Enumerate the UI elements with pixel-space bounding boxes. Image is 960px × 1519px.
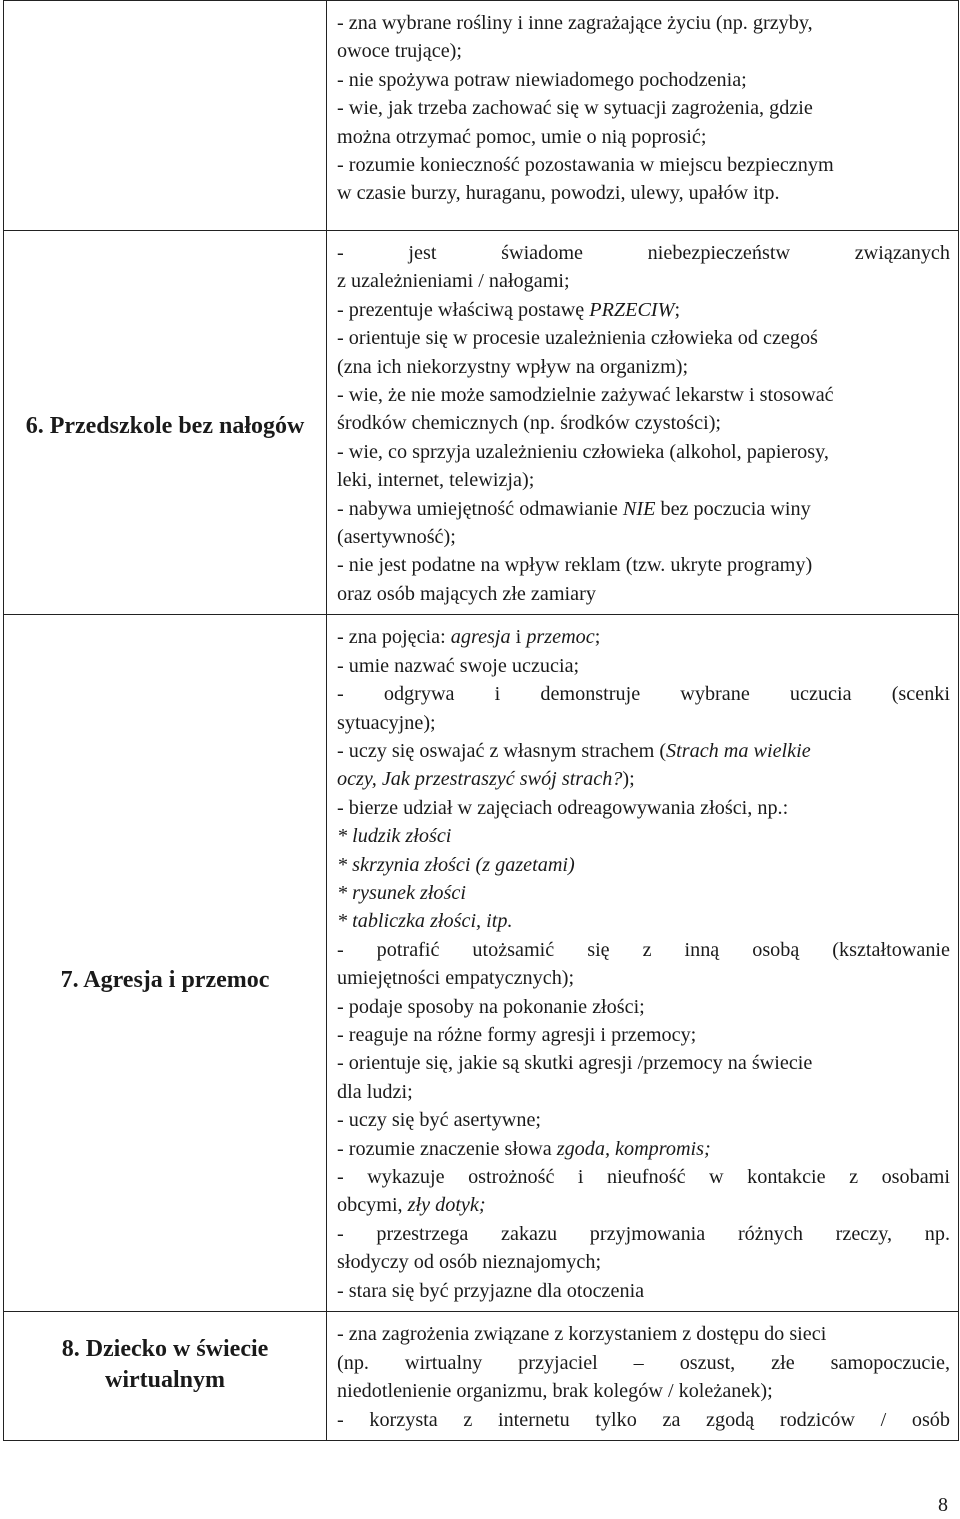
content-line: - prezentuje właściwą postawę PRZECIW; bbox=[337, 298, 681, 321]
topic-title: 8. Dziecko w świecie wirtualnym bbox=[61, 1336, 269, 1394]
content-line: leki, internet, telewizja); bbox=[337, 469, 535, 492]
content-line: - uczy się być asertywne; bbox=[337, 1109, 542, 1132]
content-line: - wie, że nie może samodzielnie zażywać lekarstw i stosować bbox=[337, 384, 834, 407]
content-line: owoce trujące); bbox=[337, 40, 462, 63]
content-line: - bierze udział w zajęciach odreagowywania złości, np.: bbox=[337, 796, 789, 819]
topic-cell bbox=[4, 615, 327, 1312]
curriculum-table bbox=[3, 0, 959, 1441]
content-line: z uzależnieniami / nałogami; bbox=[337, 270, 570, 293]
content-line: - wie, co sprzyja uzależnieniu człowieka (alkohol, papierosy, bbox=[337, 440, 829, 463]
content-line: sytuacyjne); bbox=[337, 711, 436, 734]
content-line: umiejętności empatycznych); bbox=[337, 967, 575, 990]
content-line: oczy, Jak przestraszyć swój strach?); bbox=[337, 768, 635, 791]
page-number: 8 bbox=[938, 1494, 948, 1516]
content-line: - stara się być przyjazne dla otoczenia bbox=[337, 1279, 645, 1302]
topic-cell bbox=[4, 1312, 327, 1441]
content-line: - orientuje się w procesie uzależnienia człowieka od czegoś bbox=[337, 327, 818, 350]
content-line: - zna wybrane rośliny i inne zagrażające życiu (np. grzyby, bbox=[337, 12, 813, 34]
content-cell bbox=[327, 1, 959, 231]
content-lines bbox=[327, 1, 958, 214]
content-cell bbox=[327, 1312, 959, 1441]
topic-title: 7. Agresja i przemoc bbox=[60, 967, 270, 994]
content-line: - jest świadome niebezpieczeństw związanych bbox=[337, 242, 950, 264]
content-line: - przestrzega zakazu przyjmowania różnych rzeczy, np. bbox=[337, 1222, 950, 1245]
content-line: można otrzymać pomoc, umie o nią poprosić; bbox=[337, 125, 707, 148]
content-line: - potrafić utożsamić się z inną osobą (kształtowanie bbox=[337, 938, 950, 961]
content-line: słodyczy od osób nieznajomych; bbox=[337, 1251, 602, 1274]
content-cell bbox=[327, 615, 959, 1312]
table-row bbox=[4, 615, 959, 1312]
table-row bbox=[4, 231, 959, 615]
content-line: - rozumie znaczenie słowa zgoda, kompromis; bbox=[337, 1137, 711, 1160]
content-line: - rozumie konieczność pozostawania w miejscu bezpiecznym bbox=[337, 154, 834, 177]
content-line: oraz osób mających złe zamiary bbox=[337, 582, 596, 605]
content-lines bbox=[327, 1312, 958, 1440]
table-row bbox=[4, 1312, 959, 1441]
content-line: * ludzik złości bbox=[337, 825, 452, 848]
content-line: - odgrywa i demonstruje wybrane uczucia (scenki bbox=[337, 683, 950, 706]
content-line: środków chemicznych (np. środków czystości); bbox=[337, 412, 722, 435]
topic-cell bbox=[4, 231, 327, 615]
content-line: - nie spożywa potraw niewiadomego pochodzenia; bbox=[337, 68, 747, 91]
table-row bbox=[4, 1, 959, 231]
content-line: dla ludzi; bbox=[337, 1080, 413, 1103]
content-line: (asertywność); bbox=[337, 526, 456, 549]
content-line: - orientuje się, jakie są skutki agresji /przemocy na świecie bbox=[337, 1052, 813, 1075]
content-line: - nie jest podatne na wpływ reklam (tzw. ukryte programy) bbox=[337, 554, 813, 577]
content-line: - wie, jak trzeba zachować się w sytuacji zagrożenia, gdzie bbox=[337, 97, 813, 120]
content-line: - uczy się oswajać z własnym strachem (Strach ma wielkie bbox=[337, 739, 811, 762]
content-line: - zna zagrożenia związane z korzystaniem z dostępu do sieci bbox=[337, 1323, 827, 1346]
content-line: - zna pojęcia: agresja i przemoc; bbox=[337, 626, 601, 649]
content-line: - podaje sposoby na pokonanie złości; bbox=[337, 995, 645, 1018]
content-line: - wykazuje ostrożność i nieufność w kontakcie z osobami bbox=[337, 1166, 950, 1188]
content-line: - korzysta z internetu tylko za zgodą rodziców / osób bbox=[337, 1408, 950, 1431]
content-line: - reaguje na różne formy agresji i przemocy; bbox=[337, 1023, 697, 1046]
content-line: (np. wirtualny przyjaciel – oszust, złe samopoczucie, bbox=[337, 1351, 950, 1374]
content-line: - nabywa umiejętność odmawianie NIE bez poczucia winy bbox=[337, 497, 811, 520]
content-line: - umie nazwać swoje uczucia; bbox=[337, 654, 580, 677]
content-line: * tabliczka złości, itp. bbox=[337, 910, 513, 933]
content-lines bbox=[327, 231, 958, 614]
topic-title: 6. Przedszkole bez nałogów bbox=[25, 413, 305, 439]
content-line: * skrzynia złości (z gazetami) bbox=[337, 853, 575, 876]
content-line: * rysunek złości bbox=[337, 881, 466, 904]
topic-cell bbox=[4, 1, 327, 231]
content-line: niedotlenienie organizmu, brak kolegów / koleżanek); bbox=[337, 1380, 773, 1403]
content-lines bbox=[327, 615, 958, 1311]
content-line: w czasie burzy, huraganu, powodzi, ulewy, upałów itp. bbox=[337, 182, 780, 205]
content-cell bbox=[327, 231, 959, 615]
content-line: obcymi, zły dotyk; bbox=[337, 1194, 486, 1217]
content-line: (zna ich niekorzystny wpływ na organizm); bbox=[337, 355, 689, 378]
